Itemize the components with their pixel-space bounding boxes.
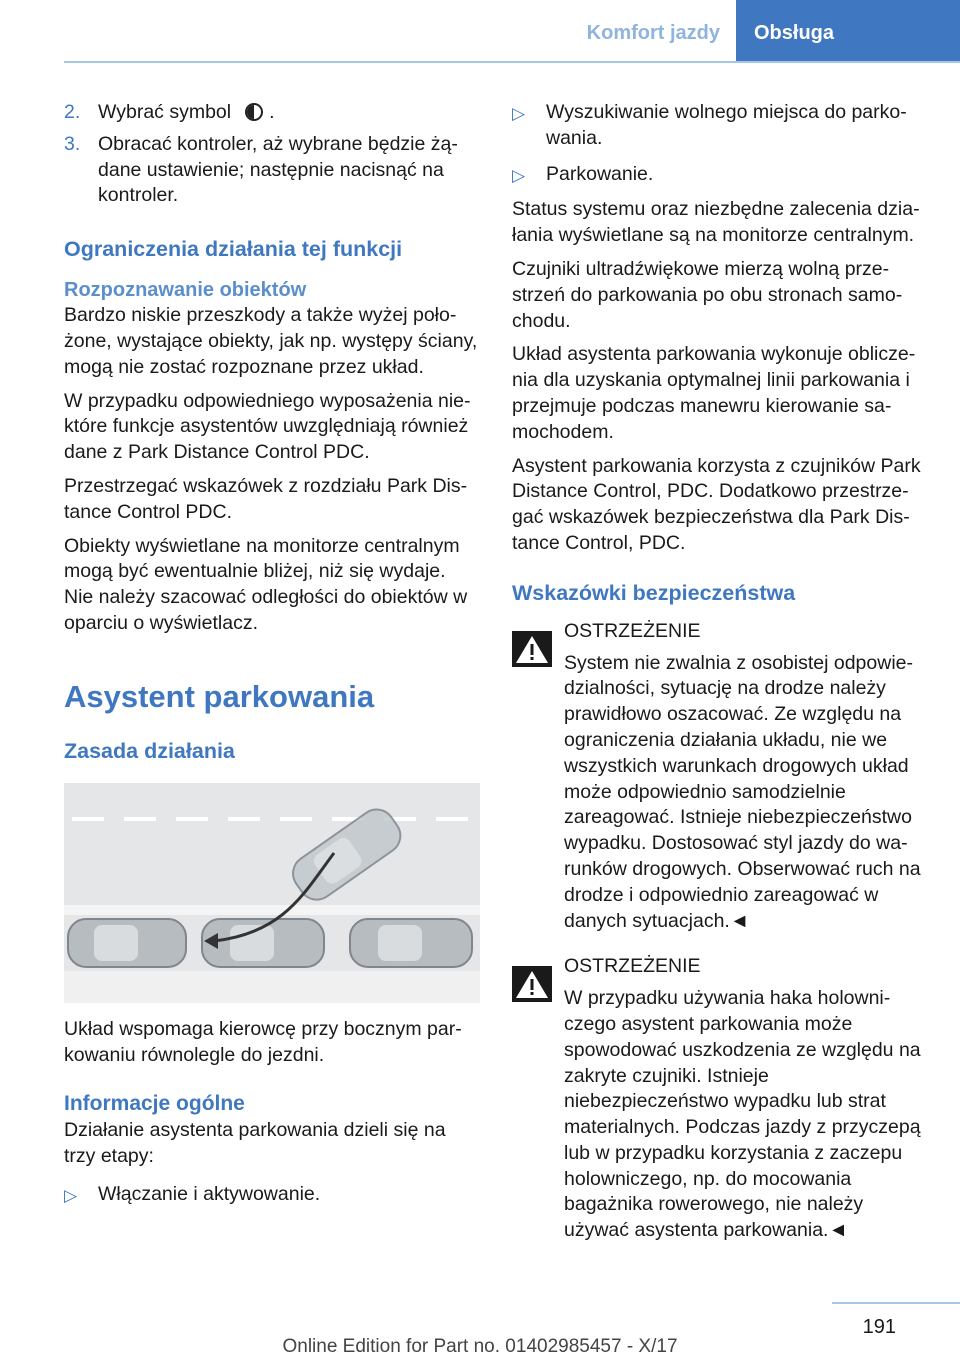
step-text-end: . xyxy=(269,101,275,123)
triangle-right-icon: ▷ xyxy=(512,165,526,185)
page-number: 191 xyxy=(862,1316,896,1338)
chapter-tab[interactable]: Obsługa xyxy=(736,0,960,63)
safety-heading: Wskazówki bezpieczeństwa xyxy=(512,580,796,605)
parking-diagram xyxy=(64,783,480,1003)
stage-text: Wyszukiwanie wolnego miejsca do parkowania. xyxy=(546,101,907,149)
right-column xyxy=(512,100,932,1264)
paragraph: Status systemu oraz niezbędne zalecenia działania wyświetlane są na monitorze centralnym. xyxy=(512,198,920,247)
paragraph: Czujniki ultradźwiękowe mierzą wolną przestrzeń do parkowania po obu stronach samochodu. xyxy=(512,257,903,332)
step-text: Obracać kontroler, aż wybrane będzie żądane ustawienie; następnie nacisnąć na kontroler. xyxy=(98,132,458,207)
paragraph: Działanie asystenta parkowania dzieli się na trzy etapy: xyxy=(64,1119,446,1168)
paragraph: Układ asystenta parkowania wykonuje obliczenia dla uzyskania optymalnej linii parkowania i przejmuje podczas manewru kierowanie samochodem. xyxy=(512,343,916,443)
paragraph: W przypadku odpowiedniego wyposażenia niektóre funkcje asystentów uwzględniają również dane z Park Distance Control PDC. xyxy=(64,389,471,464)
warning-triangle-icon xyxy=(512,966,552,1002)
stage-item xyxy=(64,1182,480,1208)
edition-line: Online Edition for Part no. 01402985457 - X/17 xyxy=(282,1336,678,1357)
general-heading: Informacje ogólne xyxy=(64,1092,245,1116)
warning-block-1 xyxy=(512,619,932,935)
limits-heading: Ograniczenia działania tej funkcji xyxy=(64,237,403,262)
parking-illustration xyxy=(64,783,480,1003)
warning-text: W przypadku używania haka holowniczego asystent parkowania może spowodować uszkodzenia ze względu na zakryte czujniki. Istnieje niebezpieczeństwo wypadku lub strat materialnych. Podczas jazdy z przyczepą lub w przypadku korzystania z zaczepu holowniczego, np. do mocowania bagażnika rowerowego, nie należy używać asystenta parkowania.◄ xyxy=(564,987,921,1242)
detect-heading: Rozpoznawanie obiektów xyxy=(64,279,307,302)
main-heading: Asystent parkowania xyxy=(64,678,375,714)
step-text: Wybrać symbol xyxy=(98,101,232,123)
step-number: 3. xyxy=(64,132,81,155)
figure-caption: Układ wspomaga kierowcę przy bocznym parkowaniu równolegle do jezdni. xyxy=(64,1017,462,1066)
step-2 xyxy=(64,100,480,126)
warning-text: System nie zwalnia z osobistej odpowiedzialności, sytuację na drodze należy prawidłowo oszacować. Ze względu na ograniczenia działania układu, nie we wszystkich warunkach drogowych układ może odpowiednio samodzielnie zareagować. Istnieje niebezpieczeństwo wypadku. Dostosować styl jazdy do warunków drogowych. Obserwować ruch na drodze i odpowiednio zareagować w danych sytuacjach.◄ xyxy=(564,651,921,932)
warning-title: OSTRZEŻENIE xyxy=(564,955,701,978)
left-column xyxy=(64,100,480,1218)
paragraph: Przestrzegać wskazówek z rozdziału Park Distance Control PDC. xyxy=(64,474,468,523)
page-header xyxy=(0,0,960,64)
header-rule xyxy=(64,61,960,63)
stage-item xyxy=(512,162,932,188)
page-footer xyxy=(0,1290,960,1362)
stage-item xyxy=(512,100,932,152)
step-number: 2. xyxy=(64,101,81,123)
paragraph: Bardzo niskie przeszkody a także wyżej położone, wystające obiekty, jak np. występy ściany, mogą nie zostać rozpoznane przez układ. xyxy=(64,304,478,378)
paragraph: Obiekty wyświetlane na monitorze centralnym mogą być ewentualnie bliżej, niż się wydaje. Nie należy szacować odległości do obiektów w oparciu o wyświetlacz. xyxy=(64,534,468,634)
warning-title: OSTRZEŻENIE xyxy=(564,619,701,642)
stage-text: Włączanie i aktywowanie. xyxy=(98,1182,321,1205)
triangle-right-icon: ▷ xyxy=(512,104,526,123)
warning-triangle-icon xyxy=(512,631,552,667)
half-circle-icon xyxy=(245,103,263,121)
triangle-right-icon: ▷ xyxy=(64,1185,78,1205)
warning-block-2 xyxy=(512,954,932,1244)
stage-text: Parkowanie. xyxy=(546,162,654,185)
section-tab[interactable]: Komfort jazdy xyxy=(586,22,720,44)
footer-rule xyxy=(832,1302,960,1304)
paragraph: Asystent parkowania korzysta z czujników Park Distance Control, PDC. Dodatkowo przestrzegać wskazówek bezpieczeństwa dla Park Distance Control, PDC. xyxy=(512,454,921,554)
principle-heading: Zasada działania xyxy=(64,738,235,763)
step-3 xyxy=(64,132,480,209)
